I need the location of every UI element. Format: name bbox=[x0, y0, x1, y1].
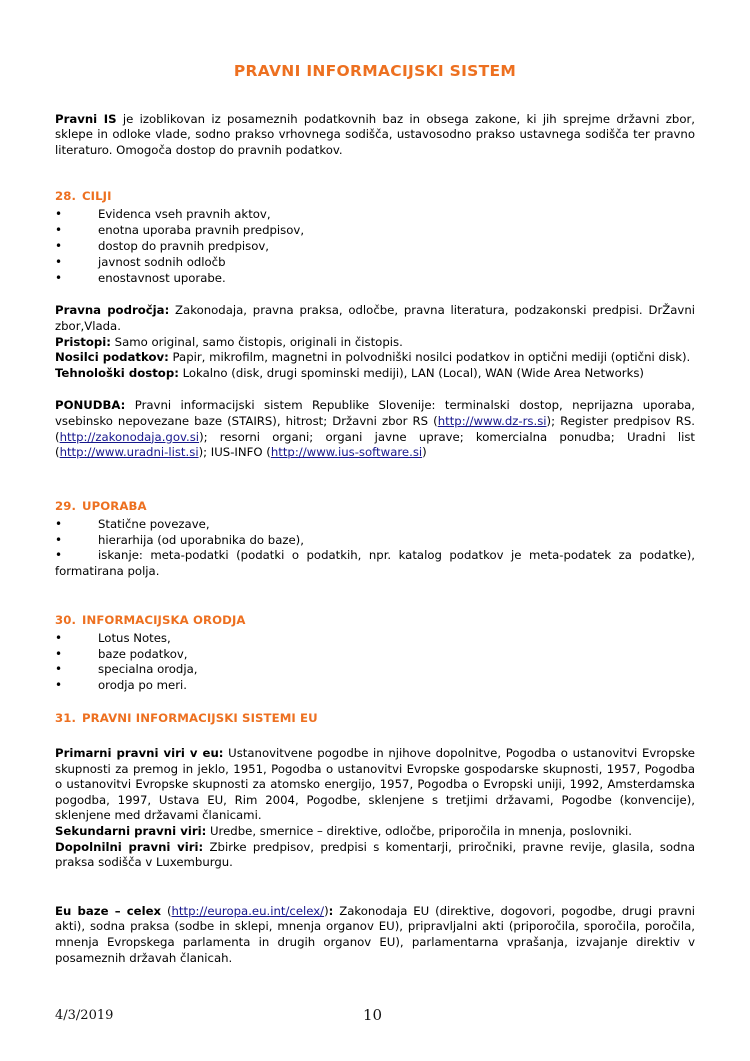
ponudba-term: PONUDBA: bbox=[55, 398, 126, 413]
spacer bbox=[55, 580, 695, 613]
definition-term: Dopolnilni pravni viri: bbox=[55, 839, 204, 854]
ponudba-part4: ); IUS-INFO ( bbox=[198, 445, 271, 460]
list-item bbox=[55, 548, 695, 580]
definition-term: Primarni pravni viri v eu: bbox=[55, 746, 224, 761]
eu-baze-term: Eu baze – celex bbox=[55, 903, 162, 918]
link-dz-rs[interactable]: http://www.dz-rs.si bbox=[437, 413, 547, 428]
definition-text: Ustanovitvene pogodbe in njihove dopolnitve, Pogodba o ustanovitvi Evropske skupnosti za premog in jeklo, 1951, Pogodba o ustanovitvi Evropske gospodarske skupnosti, 1957, Pogodba o ustanovitvi Evropske skupnosti za atomsko energijo, 1957, Pogodba o Evropski uniji, 1992, Amsterdamska pogodba, 1997, Ustava EU, Rim 2004, Pogodbe, sklenjene s tretjimi državami, Pogodbe (konvencije), sklenjene med državami članicami. bbox=[55, 746, 695, 823]
spacer bbox=[55, 172, 695, 189]
definition-term: Sekundarni pravni viri: bbox=[55, 824, 207, 839]
link-ius-software[interactable]: http://www.ius-software.si bbox=[270, 445, 423, 460]
bullet-list-uporaba bbox=[55, 517, 695, 580]
eu-dopolnilni-viri bbox=[55, 840, 695, 871]
footer-page-number: 10 bbox=[363, 1006, 383, 1024]
spacer bbox=[55, 381, 695, 398]
definition-term: Pravna področja: bbox=[55, 303, 170, 318]
page-title: PRAVNI INFORMACIJSKI SISTEM bbox=[233, 62, 517, 80]
list-item: • enostavnost uporabe. bbox=[55, 271, 695, 287]
eu-baze-colon: : bbox=[328, 903, 334, 918]
ponudba-part3: ); resorni organi; organi javne uprave; komercialna ponudba; Uradni list ( bbox=[55, 429, 695, 460]
link-europa-celex[interactable]: http://europa.eu.int/celex/ bbox=[171, 903, 325, 918]
list-item: • Evidenca vseh pravnih aktov, bbox=[55, 207, 695, 223]
eu-baze-open-paren: ( bbox=[161, 903, 172, 918]
intro-paragraph bbox=[55, 112, 695, 159]
definition-tehnoloski-dostop bbox=[55, 366, 695, 382]
document-content bbox=[55, 62, 695, 980]
definition-pravna-podrocja bbox=[55, 303, 695, 334]
link-uradni-list[interactable]: http://www.uradni-list.si bbox=[59, 445, 199, 460]
definition-term: Tehnološki dostop: bbox=[55, 365, 179, 380]
definition-term: Pristopi: bbox=[55, 334, 111, 349]
section-heading-30 bbox=[55, 613, 695, 628]
definition-text: Zakonodaja, pravna praksa, odločbe, pravna literatura, podzakonski predpisi. DrŽavni zbor,Vlada. bbox=[55, 303, 695, 333]
list-item: • javnost sodnih odločb bbox=[55, 255, 695, 271]
definition-text: Zbirke predpisov, predpisi s komentarji, priročniki, pravne revije, glasila, sodna praksa sodišča v Luxemburgu. bbox=[55, 839, 695, 870]
section-heading-29 bbox=[55, 499, 695, 514]
definition-pristopi bbox=[55, 335, 695, 351]
eu-sekundarni-viri bbox=[55, 824, 695, 840]
intro-lead: Pravni IS bbox=[55, 111, 117, 126]
definition-nosilci-podatkov bbox=[55, 350, 695, 366]
ponudba-part5: ) bbox=[422, 445, 427, 460]
eu-baze-celex-paragraph bbox=[55, 904, 695, 966]
section-heading-28 bbox=[55, 189, 695, 204]
section-number: 30. bbox=[55, 612, 77, 627]
ponudba-part1: Pravni informacijski sistem Republike Slovenije: terminalski dostop, neprijazna uporaba, vsebinsko nepovezane baze (STAIRS), hitrost; Državni zbor RS ( bbox=[55, 398, 695, 428]
list-item: • Lotus Notes, bbox=[55, 631, 695, 647]
list-item: • specialna orodja, bbox=[55, 662, 695, 678]
section-heading-31 bbox=[55, 711, 695, 726]
section-title: CILJI bbox=[82, 189, 112, 204]
list-item: • Statične povezave, bbox=[55, 517, 695, 533]
intro-body: je izoblikovan iz posameznih podatkovnih baz in obsega zakone, ki jih sprejme državni zbor, sklepe in odloke vlade, sodno prakso vrhovnega sodišča, ustavosodno prakso ustavnega sodišča ter pravno literaturo. Omogoča dostop do pravnih podatkov. bbox=[55, 111, 695, 157]
list-item: • orodja po meri. bbox=[55, 678, 695, 694]
list-item: • hierarhija (od uporabnika do baze), bbox=[55, 533, 695, 549]
list-item-label: iskanje: meta-podatki (podatki o podatkih, npr. katalog podatkov je meta-podatek za podatke), formatirana polja. bbox=[55, 548, 695, 579]
spacer bbox=[55, 729, 695, 746]
section-number: 31. bbox=[55, 711, 77, 726]
definition-text: Uredbe, smernice – direktive, odločbe, priporočila in mnenja, poslovniki. bbox=[206, 824, 633, 839]
bullet-list-cilji bbox=[55, 207, 695, 286]
section-title: INFORMACIJSKA ORODJA bbox=[82, 612, 246, 627]
link-zakonodaja-gov[interactable]: http://zakonodaja.gov.si bbox=[59, 429, 200, 444]
definition-text: Samo original, samo čistopis, originali in čistopis. bbox=[110, 334, 403, 349]
spacer bbox=[55, 694, 695, 711]
eu-baze-text: Zakonodaja EU (direktive, dogovori, pogodbe, drugi pravni akti), sodna praksa (sodbe in sklepi, mnenja organov EU), pripravljalni akti (priporočila, sporočila, poročila, mnenja Evropskega parlamenta in drugih organov EU), parlamentarna vprašanja, izvajanje direktiv v posameznih državah članicah. bbox=[55, 903, 695, 965]
section-title: UPORABA bbox=[82, 498, 147, 513]
ponudba-paragraph bbox=[55, 398, 695, 460]
definition-text: Lokalno (disk, drugi spominski mediji), LAN (Local), WAN (Wide Area Networks) bbox=[178, 365, 644, 380]
ponudba-part2: ); Register predpisov RS. ( bbox=[55, 413, 695, 444]
spacer bbox=[55, 286, 695, 303]
section-number: 28. bbox=[55, 189, 77, 204]
footer-date: 4/3/2019 bbox=[55, 1008, 114, 1023]
list-item: • dostop do pravnih predpisov, bbox=[55, 239, 695, 255]
list-item: • baze podatkov, bbox=[55, 647, 695, 663]
section-title: PRAVNI INFORMACIJSKI SISTEMI EU bbox=[82, 711, 318, 726]
spacer bbox=[55, 871, 695, 904]
definition-text: Papir, mikrofilm, magnetni in polvodniški nosilci podatkov in optični mediji (optični disk). bbox=[168, 350, 691, 365]
definition-term: Nosilci podatkov: bbox=[55, 350, 169, 365]
bullet-list-orodja bbox=[55, 631, 695, 694]
spacer bbox=[55, 475, 695, 499]
list-item: • enotna uporaba pravnih predpisov, bbox=[55, 223, 695, 239]
eu-baze-close-paren: ) bbox=[324, 903, 329, 918]
section-number: 29. bbox=[55, 498, 77, 513]
eu-primarni-viri bbox=[55, 746, 695, 824]
